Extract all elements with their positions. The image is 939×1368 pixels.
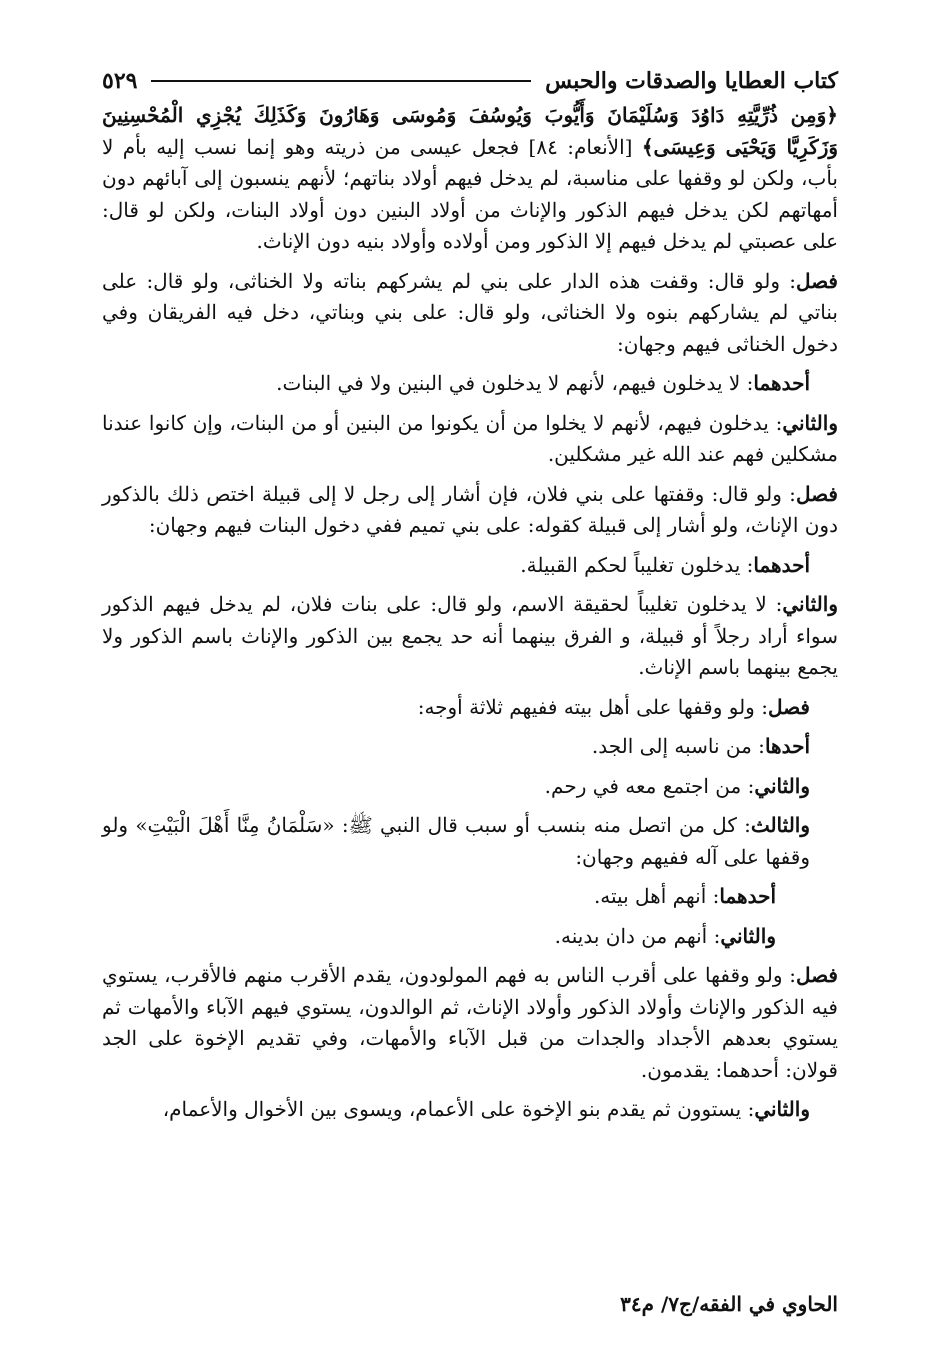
page-footer <box>102 1292 838 1316</box>
paragraph-text: [الأنعام: ٨٤] فجعل عيسى من ذريته وهو إنما نسب إليه بأم لا بأب، ولكن لو وقفها على مناسبة، لم يدخل فيهم أولاد بناتهم؛ لأنهم ينسبون إلى آبائهم دون أمهاتهم لكن يدخل فيهم الذكور والإناث من أولاد البنين دون أولاد البنات، ولكن لو قال: على عصبتي لم يدخل فيهم إلا الذكور ومن أولاده وأولاد بنيه دون الإناث. <box>102 134 838 253</box>
paragraph-text: : من اجتمع معه في رحم. <box>544 773 755 798</box>
paragraph <box>102 408 838 471</box>
paragraph <box>102 550 838 582</box>
paragraph-text: : ولو وقفها على أهل بيته ففيهم ثلاثة أوجه: <box>417 694 768 719</box>
paragraph-text: : أنهم أهل بيته. <box>593 884 720 908</box>
section-term: والثاني <box>720 923 776 948</box>
paragraph <box>102 810 838 873</box>
footer-signature: الحاوي في الفقه/ج٧/ م٣٤ <box>620 1292 838 1316</box>
paragraph-text: : من ناسبه إلى الجد. <box>591 734 765 758</box>
paragraph-text: : كل من اتصل منه بنسب أو سبب قال النبي ﷺ: «سَلْمَانُ مِنَّا أَهْلَ الْبَيْتِ» ولو وقفها على آله ففيهم وجهان: <box>102 813 810 869</box>
section-term: والثاني <box>754 1097 810 1121</box>
paragraph-text: : يستوون ثم يقدم بنو الإخوة على الأعمام، ويسوى بين الأخوال والأعمام، <box>162 1097 755 1121</box>
paragraph-text: : ولو قال: وقفت هذه الدار على بني لم يشركهم بناته ولا الخناثى، ولو قال: على بناتي لم يشاركهم بنوه ولا الخناثى، ولو قال: على بني وبناتي، دخل فيه الفريقان وفي دخول الخناثى فيهم وجهان: <box>102 268 838 356</box>
paragraph-text: : يدخلون فيهم، لأنهم لا يخلوا من أن يكونوا من البنين أو من البنات، وإن كانوا عندنا مشكلين فهم عند الله غير مشكلين. <box>102 410 838 466</box>
paragraph-text: : يدخلون تغليباً لحكم القبيلة. <box>520 552 754 577</box>
section-term: أحدهما <box>753 371 810 395</box>
document-page <box>102 62 839 1316</box>
book-section-title: كتاب العطايا والصدقات والحبس <box>545 68 838 94</box>
section-term: أحدهما <box>753 552 810 577</box>
paragraph <box>102 731 838 763</box>
paragraph <box>102 266 838 361</box>
section-term: والثالث <box>750 813 810 837</box>
section-term: فصل <box>795 268 838 293</box>
paragraph-text: : لا يدخلون تغليباً لحقيقة الاسم، ولو قال: على بنات فلان، لم يدخل فيهم الذكور سواء أراد رجلاً أو قبيلة، و الفرق بينهما أنه حد يجمع بين الذكور والإناث باسم الذكور ولا يجمع بينهما باسم الإناث. <box>102 592 838 679</box>
paragraph <box>102 100 838 258</box>
paragraph <box>102 921 838 953</box>
page-number: ٥٢٩ <box>102 68 138 94</box>
section-term: والثاني <box>782 592 838 616</box>
body-text <box>102 100 838 1126</box>
paragraph <box>102 479 838 542</box>
paragraph-text: : أنهم من دان بدينه. <box>554 923 721 948</box>
running-header <box>102 62 838 100</box>
paragraph-text: : ولو قال: وقفتها على بني فلان، فإن أشار إلى رجل لا إلى قبيلة اختص ذلك بالذكور دون الإناث، ولو أشار إلى قبيلة كقوله: على بني تميم ففي دخول البنات فيهم وجهان: <box>102 481 838 537</box>
paragraph <box>102 960 838 1086</box>
section-term: والثاني <box>782 410 838 435</box>
section-term: والثاني <box>754 773 810 798</box>
paragraph <box>102 589 838 684</box>
paragraph-text: : ولو وقفها على أقرب الناس به فهم المولودون، يقدم الأقرب منهم فالأقرب، يستوي فيه الذكور والإناث وأولاد الذكور وأولاد الإناث، ثم الوالدون، يستوي فيهم الآباء والأمهات ثم يستوي بعدهم الأجداد والجدات من قبل الآباء والأمهات، وفي تقديم الإخوة على الجد قولان: أحدهما: يقدمون. <box>102 963 838 1082</box>
section-term: أحدها <box>764 734 810 758</box>
paragraph <box>102 881 838 913</box>
section-term: أحدهما <box>719 884 776 908</box>
paragraph <box>102 1094 838 1126</box>
paragraph <box>102 692 838 724</box>
quran-verse: ﴿وَمِن ذُرِّيَّتِهِ دَاوُدَ وَسُلَيْمَانَ وَأَيُّوبَ وَيُوسُفَ وَمُوسَى وَهَارُونَ وَكَذَلِكَ يُجْزِي الْمُحْسِنِينَ وَزَكَرِيَّا وَيَحْيَى وَعِيسَى﴾ <box>102 103 839 159</box>
section-term: فصل <box>795 481 838 506</box>
header-rule <box>151 80 531 82</box>
section-term: فصل <box>767 694 810 719</box>
section-term: فصل <box>795 963 838 987</box>
paragraph <box>102 771 838 803</box>
paragraph-text: : لا يدخلون فيهم، لأنهم لا يدخلون في البنين ولا في البنات. <box>276 371 754 395</box>
paragraph <box>102 368 838 400</box>
